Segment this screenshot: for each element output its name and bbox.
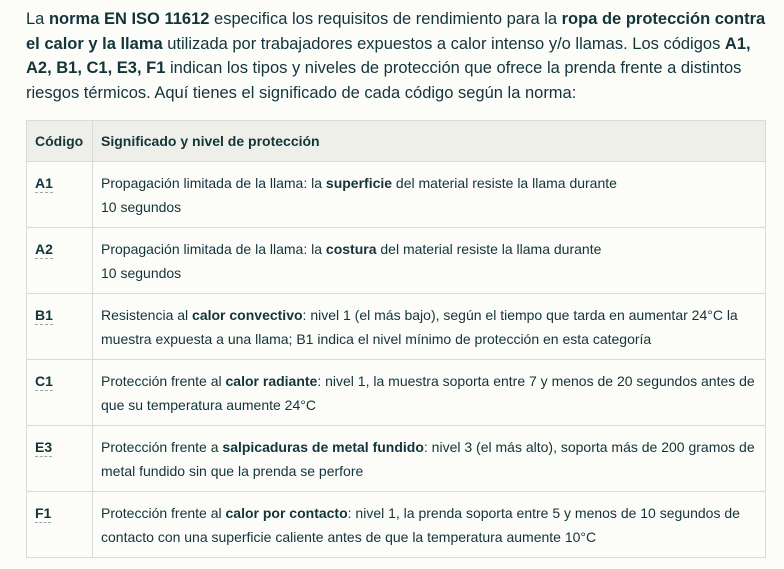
desc-text: : nivel 3 (el más alto), soporta más de 200 gramos de metal fundido sin que la prenda se perfore	[101, 439, 755, 479]
desc-bold: superficie	[325, 175, 393, 191]
desc-bold: calor convectivo	[192, 307, 303, 323]
table-row	[27, 294, 766, 360]
desc-text: Propagación limitada de la llama: la	[101, 175, 326, 191]
description-cell	[93, 360, 766, 426]
desc-bold: costura	[325, 241, 377, 257]
desc-text: Protección frente al	[101, 505, 226, 521]
desc-bold: calor por contacto	[225, 505, 348, 521]
intro-text-3: utilizada por trabajadores expuestos a calor intenso y/o llamas. Los códigos	[162, 34, 725, 53]
code-link[interactable]: A2	[35, 241, 53, 257]
desc-bold: calor radiante	[225, 373, 318, 389]
code-link[interactable]: A1	[35, 175, 53, 191]
desc-text: : nivel 1, la muestra soporta entre 7 y menos de 20 segundos antes de que su temperatura aumente 24°C	[101, 373, 755, 413]
intro-bold-3: A1, A2, B1, C1, E3, F1	[26, 34, 751, 77]
intro-text-2: especifica los requisitos de rendimiento para la	[209, 10, 562, 28]
desc-text: Resistencia al	[101, 307, 193, 323]
intro-text-1: La	[26, 10, 49, 28]
intro-bold-1: norma EN ISO 11612	[48, 10, 210, 28]
table-header-row	[27, 121, 766, 162]
code-link[interactable]: F1	[35, 505, 52, 521]
header-code: Código	[27, 121, 93, 162]
table-row	[27, 360, 766, 426]
code-cell	[27, 228, 93, 294]
code-cell	[27, 426, 93, 492]
desc-text: del material resiste la llama durante	[376, 241, 602, 257]
header-meaning: Significado y nivel de protección	[93, 121, 766, 162]
code-cell	[27, 492, 93, 558]
desc-text: 10 segundos	[101, 199, 182, 215]
desc-text: : nivel 1 (el más bajo), según el tiempo que tarda en aumentar 24°C la muestra expuesta a una llama; B1 indica el nivel mínimo de protección en esta categoría	[101, 307, 738, 347]
desc-text: 10 segundos	[101, 265, 182, 281]
code-cell	[27, 162, 93, 228]
intro-bold-2: ropa de protección contra el calor y la llama	[26, 10, 766, 53]
code-link[interactable]: B1	[35, 307, 53, 323]
desc-text: Protección frente a	[101, 439, 223, 455]
table-row	[27, 162, 766, 228]
table-row	[27, 492, 766, 558]
intro-text-4: indican los tipos y niveles de protección que ofrece la prenda frente a distintos riesgos térmicos. Aquí tienes el significado de cada código según la norma:	[26, 59, 742, 102]
description-cell	[93, 228, 766, 294]
code-link[interactable]: C1	[35, 373, 53, 389]
code-link[interactable]: E3	[35, 439, 53, 455]
desc-text: : nivel 1, la prenda soporta entre 5 y menos de 10 segundos de contacto con una superficie caliente antes de que la temperatura aumente 10°C	[101, 505, 740, 545]
desc-text: Protección frente al	[101, 373, 226, 389]
table-row	[27, 228, 766, 294]
intro-paragraph	[26, 7, 766, 105]
code-cell	[27, 360, 93, 426]
description-cell	[93, 162, 766, 228]
desc-text: Propagación limitada de la llama: la	[101, 241, 326, 257]
description-cell	[93, 492, 766, 558]
desc-bold: salpicaduras de metal fundido	[222, 439, 424, 455]
desc-text: del material resiste la llama durante	[392, 175, 617, 191]
code-cell	[27, 294, 93, 360]
description-cell	[93, 426, 766, 492]
codes-table	[26, 120, 766, 558]
description-cell	[93, 294, 766, 360]
table-row	[27, 426, 766, 492]
